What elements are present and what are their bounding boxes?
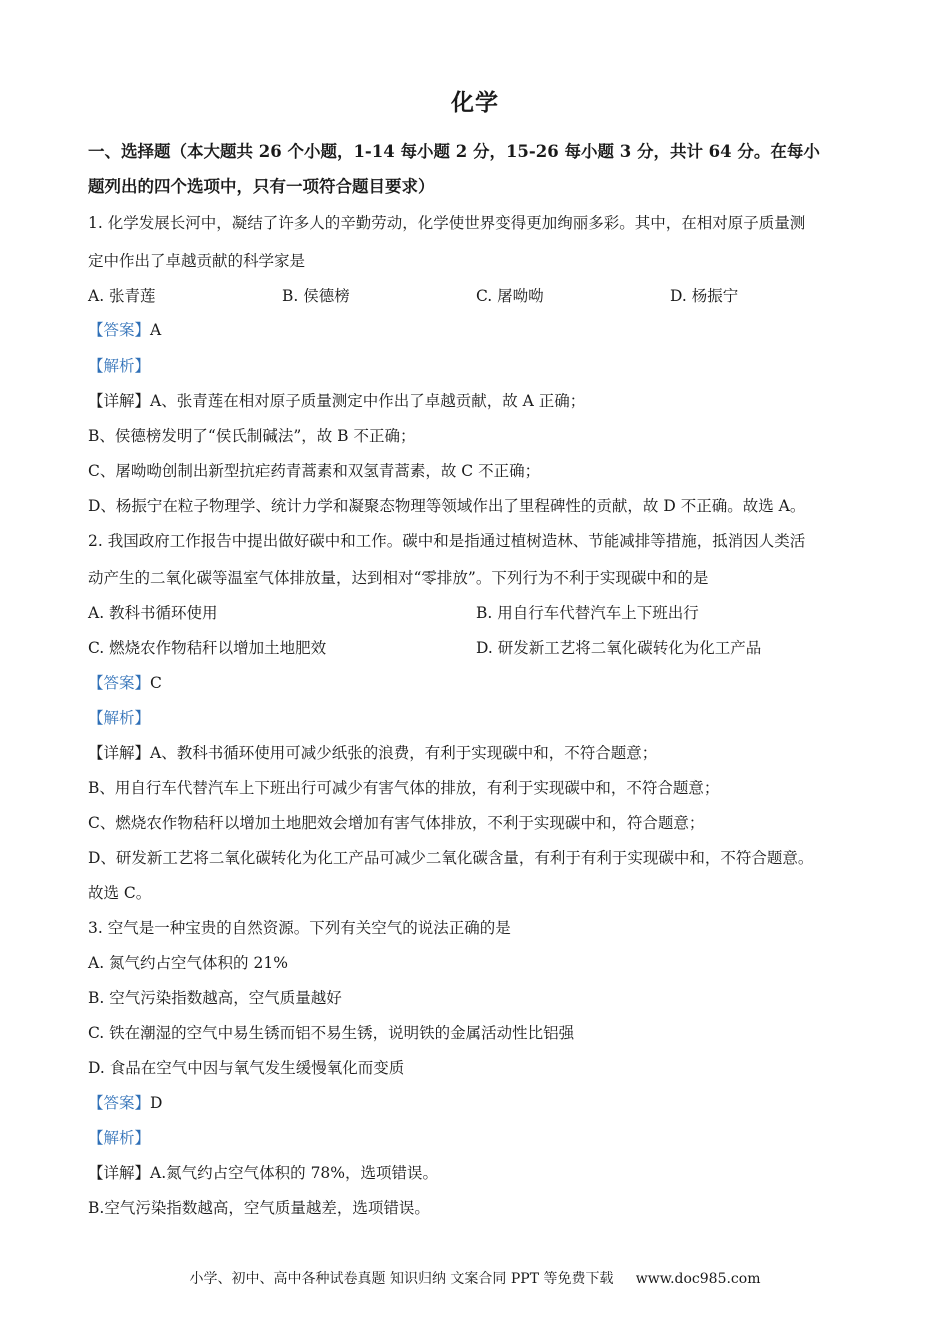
analysis-tag: 【解析】 <box>88 709 151 727</box>
q1-option-c: C. 屠呦呦 <box>476 287 544 305</box>
q2-stem-line1: 2. 我国政府工作报告中提出做好碳中和工作。碳中和是指通过植树造林、节能减排等措施，抵消因人类活 <box>88 532 806 550</box>
q3-answer-value: D <box>150 1094 163 1112</box>
section-heading-line2: 题列出的四个选项中，只有一项符合题目要求） <box>88 177 435 196</box>
q1-stem-line2: 定中作出了卓越贡献的科学家是 <box>88 252 306 270</box>
q1-detail-line3: C、屠呦呦创制出新型抗疟药青蒿素和双氢青蒿素，故 C 不正确； <box>88 462 541 480</box>
footer-url-link[interactable]: www.doc985.com <box>635 1271 761 1287</box>
q3-option-b: B. 空气污染指数越高，空气质量越好 <box>88 989 342 1007</box>
analysis-tag: 【解析】 <box>88 357 151 375</box>
section-heading-line1: 一、选择题（本大题共 26 个小题，1-14 每小题 2 分，15-26 每小题 3 分，共计 64 分。在每小 <box>88 142 820 161</box>
q2-detail-line5: 故选 C。 <box>88 884 152 902</box>
q1-answer-row <box>88 319 878 341</box>
analysis-tag: 【解析】 <box>88 1129 151 1147</box>
q2-stem-line2: 动产生的二氧化碳等温室气体排放量，达到相对“零排放”。下列行为不利于实现碳中和的是 <box>88 569 709 587</box>
q2-detail-line3: C、燃烧农作物秸秆以增加土地肥效会增加有害气体排放，不利于实现碳中和，符合题意； <box>88 814 705 832</box>
q2-option-b: B. 用自行车代替汽车上下班出行 <box>476 604 699 622</box>
detail-tag: 【详解】 <box>88 392 151 410</box>
q3-stem-line1: 3. 空气是一种宝贵的自然资源。下列有关空气的说法正确的是 <box>88 919 511 937</box>
q1-answer-value: A <box>150 321 162 339</box>
q3-detail-line2: B.空气污染指数越高，空气质量越差，选项错误。 <box>88 1199 430 1217</box>
q3-option-d: D. 食品在空气中因与氧气发生缓慢氧化而变质 <box>88 1059 405 1077</box>
q1-detail-line4: D、杨振宁在粒子物理学、统计力学和凝聚态物理等领域作出了里程碑性的贡献，故 D 不正确。故选 A。 <box>88 497 806 515</box>
q1-detail-line2: B、侯德榜发明了“侯氏制碱法”，故 B 不正确； <box>88 427 416 445</box>
q2-answer-row <box>88 672 878 694</box>
q2-detail-line2: B、用自行车代替汽车上下班出行可减少有害气体的排放，有利于实现碳中和，不符合题意； <box>88 779 720 797</box>
footer-text: 小学、初中、高中各种试卷真题 知识归纳 文案合同 PPT 等免费下载 <box>189 1271 614 1287</box>
q2-option-c: C. 燃烧农作物秸秆以增加土地肥效 <box>88 639 327 657</box>
answer-tag: 【答案】 <box>88 674 151 692</box>
q2-analysis-row <box>88 707 878 729</box>
page-title: 化学 <box>451 89 499 116</box>
q3-detail-text1: A.氮气约占空气体积的 78%，选项错误。 <box>150 1164 439 1182</box>
q3-detail-line1 <box>88 1162 878 1184</box>
q2-detail-line1 <box>88 742 878 764</box>
q1-stem-line1: 1. 化学发展长河中，凝结了许多人的辛勤劳动，化学使世界变得更加绚丽多彩。其中，在相对原子质量测 <box>88 214 806 232</box>
detail-tag: 【详解】 <box>88 1164 151 1182</box>
q1-analysis-row <box>88 355 878 377</box>
q2-option-a: A. 教科书循环使用 <box>88 604 218 622</box>
q3-option-c: C. 铁在潮湿的空气中易生锈而铝不易生锈，说明铁的金属活动性比铝强 <box>88 1024 575 1042</box>
q1-option-a: A. 张青莲 <box>88 287 156 305</box>
answer-tag: 【答案】 <box>88 1094 151 1112</box>
q3-option-a: A. 氮气约占空气体积的 21% <box>88 954 288 972</box>
q3-answer-row <box>88 1092 878 1114</box>
q2-answer-value: C <box>150 674 162 692</box>
q2-detail-line4: D、研发新工艺将二氧化碳转化为化工产品可减少二氧化碳含量，有利于有利于实现碳中和，不符合题意。 <box>88 849 814 867</box>
detail-tag: 【详解】 <box>88 744 151 762</box>
q1-detail-line1 <box>88 390 878 412</box>
page-footer <box>0 1268 950 1288</box>
answer-tag: 【答案】 <box>88 321 151 339</box>
q1-detail-text1: A、张青莲在相对原子质量测定中作出了卓越贡献，故 A 正确； <box>150 392 586 410</box>
q2-detail-text1: A、教科书循环使用可减少纸张的浪费，有利于实现碳中和，不符合题意； <box>150 744 658 762</box>
q1-option-b: B. 侯德榜 <box>282 287 350 305</box>
q1-option-d: D. 杨振宁 <box>670 287 739 305</box>
q3-analysis-row <box>88 1127 878 1149</box>
q2-option-d: D. 研发新工艺将二氧化碳转化为化工产品 <box>476 639 762 657</box>
